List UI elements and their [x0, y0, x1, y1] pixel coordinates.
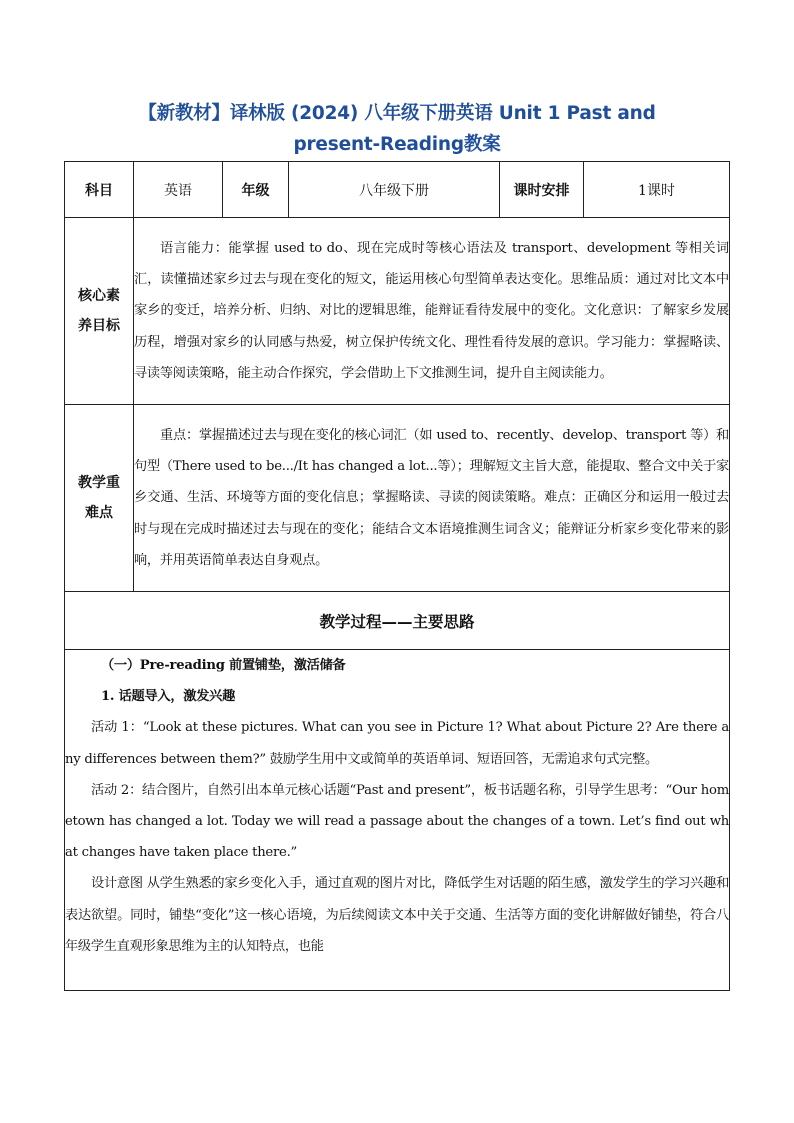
- process-content: [65, 650, 730, 991]
- subject-label: 科目: [65, 162, 134, 218]
- key-points-label-line-2: 难点: [85, 505, 113, 521]
- process-content-row: [65, 650, 730, 991]
- activity-1-text: 活动 1：“Look at these pictures. What can you see in Picture 1? What about Picture 2? Are there any differences between them?” 鼓励学生用中文或简单的英语单词、短语回答，无需追求句式完整。: [65, 720, 729, 767]
- title-line-1: 【新教材】译林版 (2024) 八年级下册英语 Unit 1 Past and: [138, 103, 656, 124]
- info-row: [65, 162, 730, 218]
- core-goals-label-line-2: 养目标: [78, 318, 120, 334]
- design-intent-text: 设计意图 从学生熟悉的家乡变化入手，通过直观的图片对比，降低学生对话题的陌生感，激发学生的学习兴趣和表达欲望。同时，铺垫“变化”这一核心语境，为后续阅读文本中关于交通、生活等方面的变化讲解做好铺垫，符合八年级学生直观形象思维为主的认知特点，也能: [65, 876, 729, 954]
- process-heading: 教学过程——主要思路: [65, 592, 730, 650]
- core-goals-row: [65, 218, 730, 405]
- core-goals-label-line-1: 核心素: [78, 288, 120, 304]
- activity-2-text: 活动 2：结合图片，自然引出本单元核心话题“Past and present”，板书话题名称，引导学生思考：“Our hometown has changed a lot. Today we will read a passage about the changes of a town. Let’s find out what changes have taken place there.”: [65, 782, 729, 861]
- core-goals-label: [65, 218, 134, 405]
- key-points-label: [65, 405, 134, 592]
- lesson-plan-table: [64, 161, 730, 991]
- grade-value: 八年级下册: [289, 162, 500, 218]
- core-goals-text: 语言能力：能掌握 used to do、现在完成时等核心语法及 transport、development 等相关词汇，读懂描述家乡过去与现在变化的短文，能运用核心句型简单表达变化。思维品质：通过对比文本中家乡的变迁，培养分析、归纳、对比的逻辑思维，能辩证看待发展中的变化。文化意识：了解家乡发展历程，增强对家乡的认同感与热爱，树立保护传统文化、理性看待发展的意识。学习能力：掌握略读、寻读等阅读策略，能主动合作探究，学会借助上下文推测生词，提升自主阅读能力。: [134, 218, 730, 405]
- step-1-heading: 1. 话题导入，激发兴趣: [101, 689, 236, 705]
- key-points-row: [65, 405, 730, 592]
- subject-value: 英语: [134, 162, 223, 218]
- hours-label: 课时安排: [500, 162, 584, 218]
- stage-1-heading: （一）Pre-reading 前置铺垫，激活储备: [101, 658, 346, 673]
- grade-label: 年级: [223, 162, 289, 218]
- document-title: [64, 98, 730, 160]
- hours-value: 1课时: [584, 162, 730, 218]
- process-heading-row: [65, 592, 730, 650]
- key-points-text: 重点：掌握描述过去与现在变化的核心词汇（如 used to、recently、develop、transport 等）和句型（There used to be.../It has changed a lot...等）；理解短文主旨大意，能提取、整合文中关于家乡交通、生活、环境等方面的变化信息；掌握略读、寻读的阅读策略。难点：正确区分和运用一般过去时与现在完成时描述过去与现在的变化；能结合文本语境推测生词含义；能辩证分析家乡变化带来的影响，并用英语简单表达自身观点。: [134, 405, 730, 592]
- title-line-2: present-Reading教案: [293, 134, 501, 155]
- key-points-label-line-1: 教学重: [78, 475, 120, 491]
